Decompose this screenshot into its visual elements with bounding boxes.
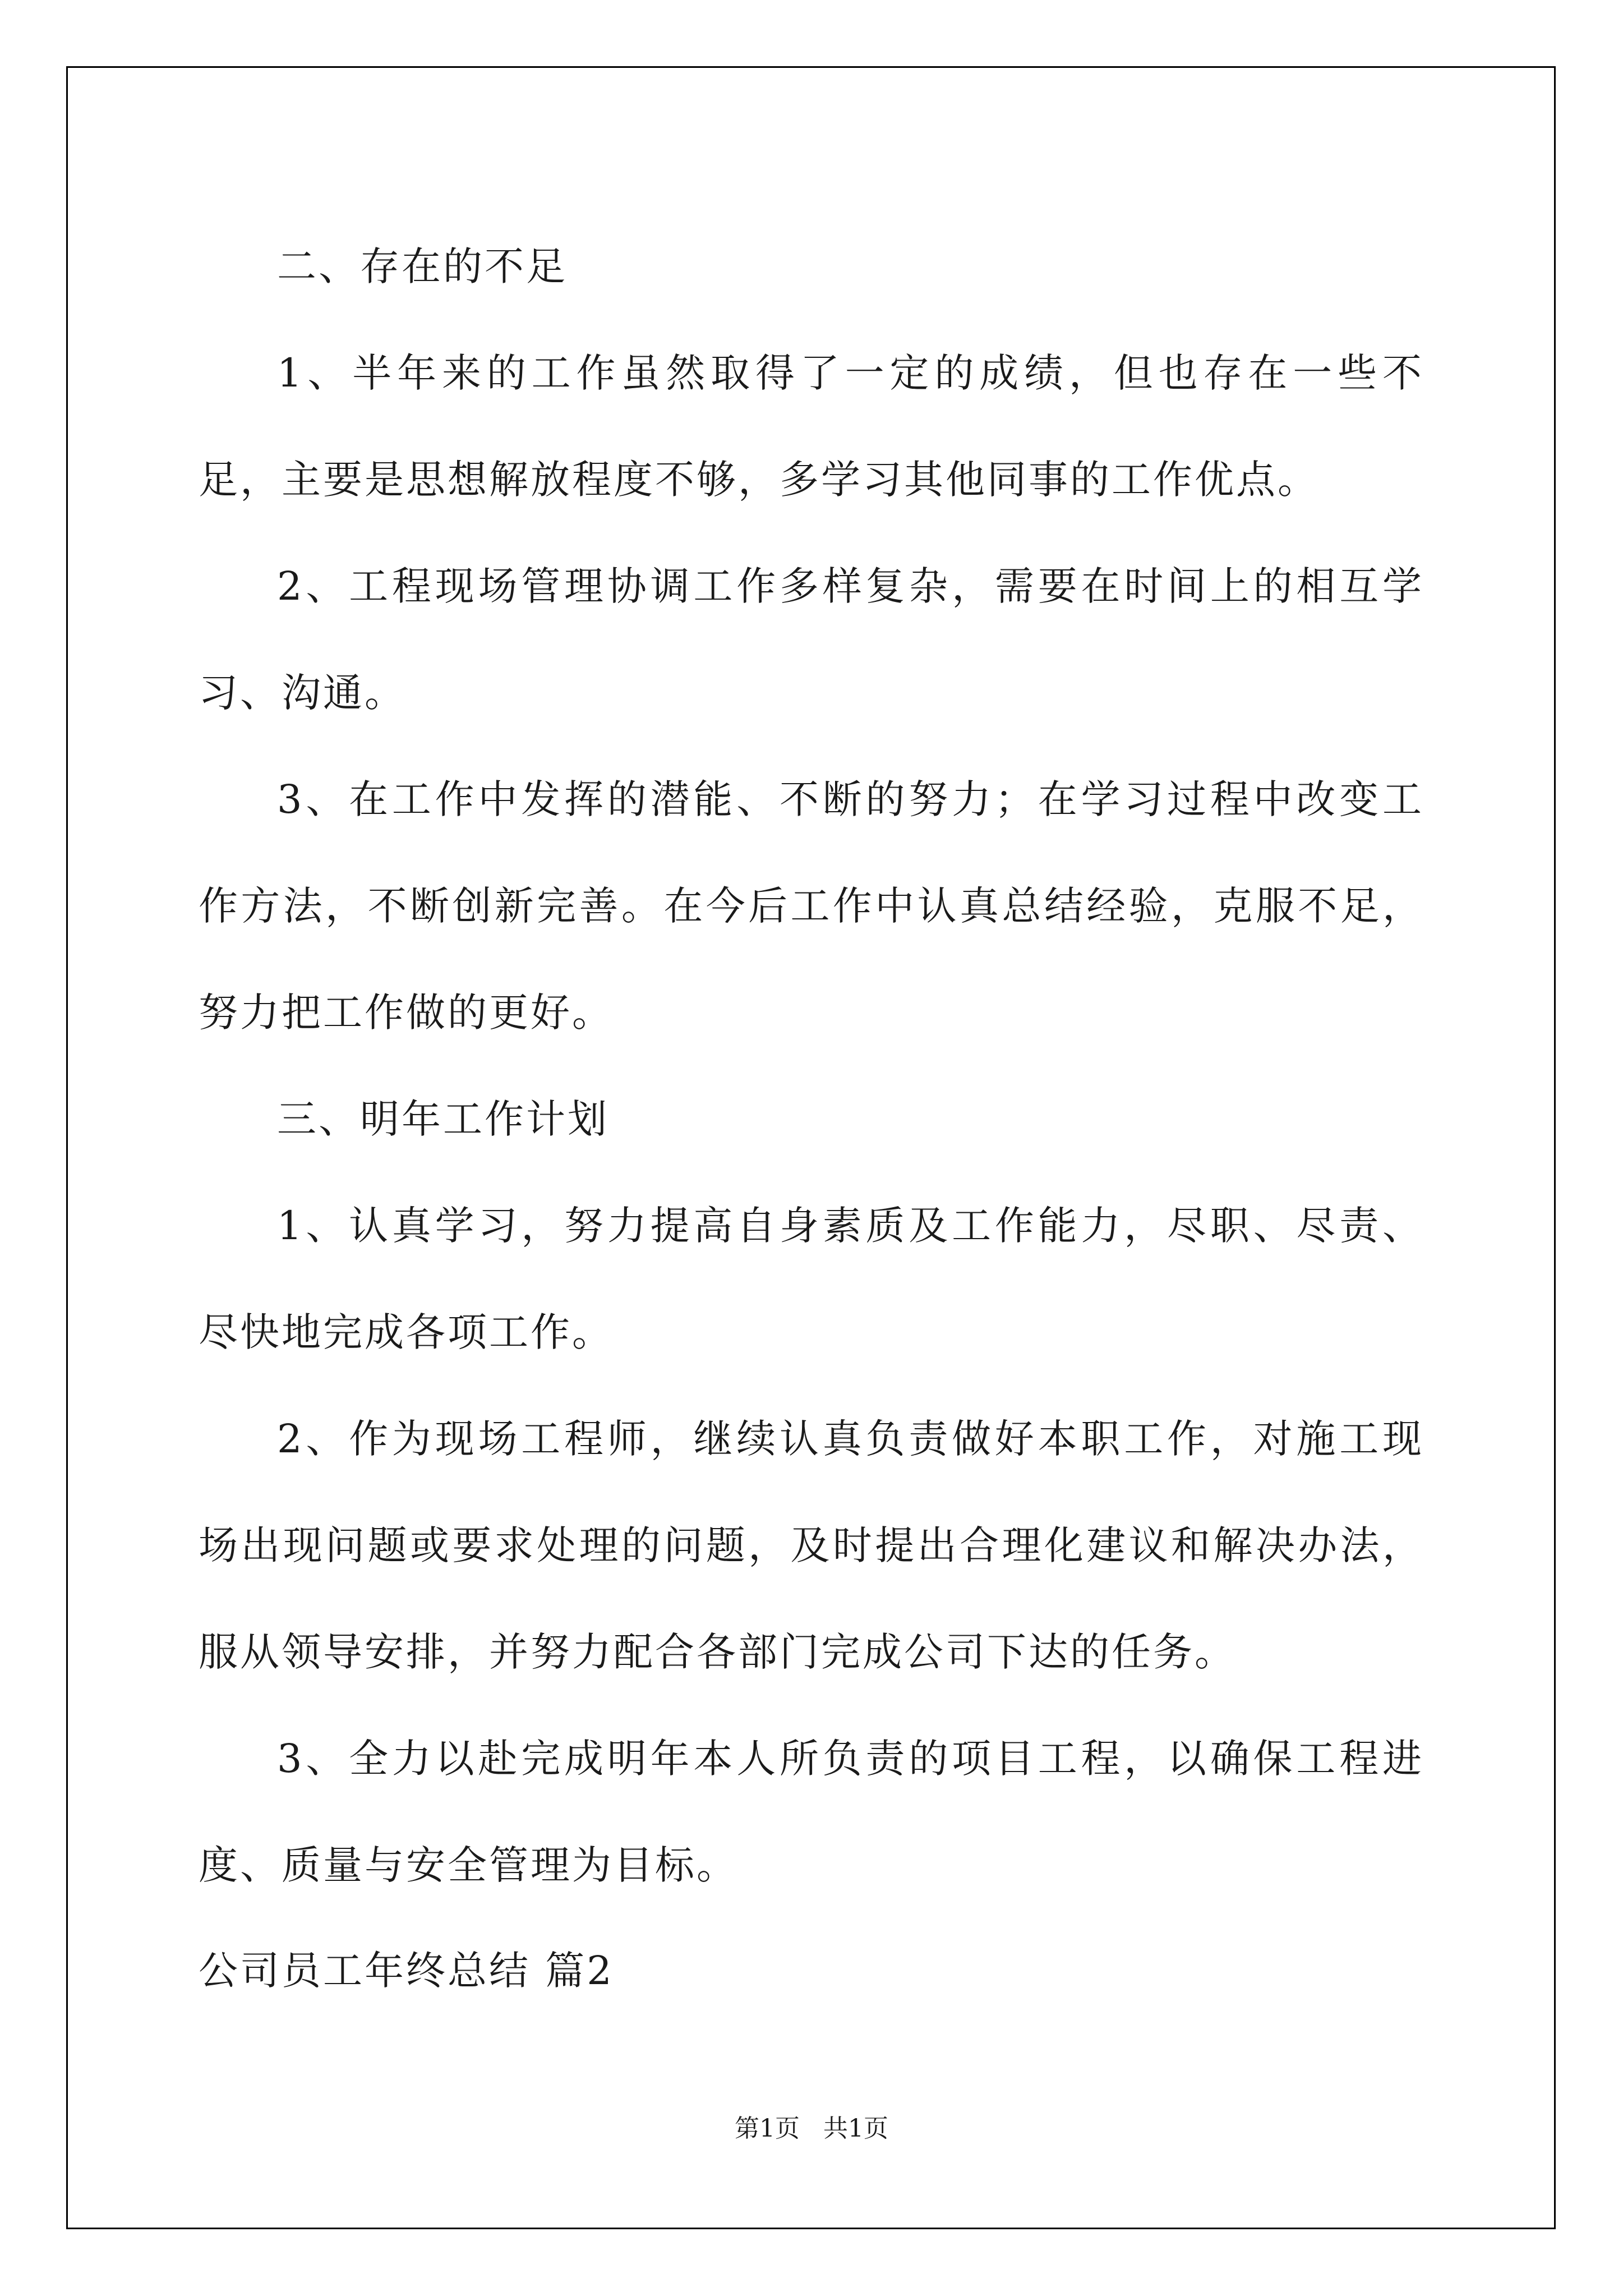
section-heading-next-year-plan: 三、明年工作计划 bbox=[277, 1096, 609, 1142]
document-section-title: 公司员工年终总结 篇2 bbox=[199, 1948, 614, 1994]
paragraph-plan-2: 2、作为现场工程师，继续认真负责做好本职工作，对施工现场出现问题或要求处理的问题，及时提出合理化建议和解决办法，服从领导安排，并努力配合各部门完成公司下达的任务。 bbox=[199, 1416, 1424, 1675]
paragraph-plan-1: 1、认真学习，努力提高自身素质及工作能力，尽职、尽责、尽快地完成各项工作。 bbox=[199, 1203, 1424, 1355]
page-footer-indicator: 第1页 共1页 bbox=[735, 2114, 888, 2143]
paragraph-shortcoming-1: 1、半年来的工作虽然取得了一定的成绩，但也存在一些不足，主要是思想解放程度不够，多学习其他同事的工作优点。 bbox=[199, 350, 1424, 503]
section-heading-shortcomings: 二、存在的不足 bbox=[277, 243, 568, 289]
document-body bbox=[199, 213, 1424, 1918]
paragraph-plan-3: 3、全力以赴完成明年本人所负责的项目工程，以确保工程进度、质量与安全管理为目标。 bbox=[199, 1736, 1424, 1888]
paragraph-shortcoming-3: 3、在工作中发挥的潜能、不断的努力；在学习过程中改变工作方法，不断创新完善。在今后工作中认真总结经验，克服不足，努力把工作做的更好。 bbox=[199, 776, 1424, 1036]
paragraph-shortcoming-2: 2、工程现场管理协调工作多样复杂，需要在时间上的相互学习、沟通。 bbox=[199, 563, 1424, 716]
